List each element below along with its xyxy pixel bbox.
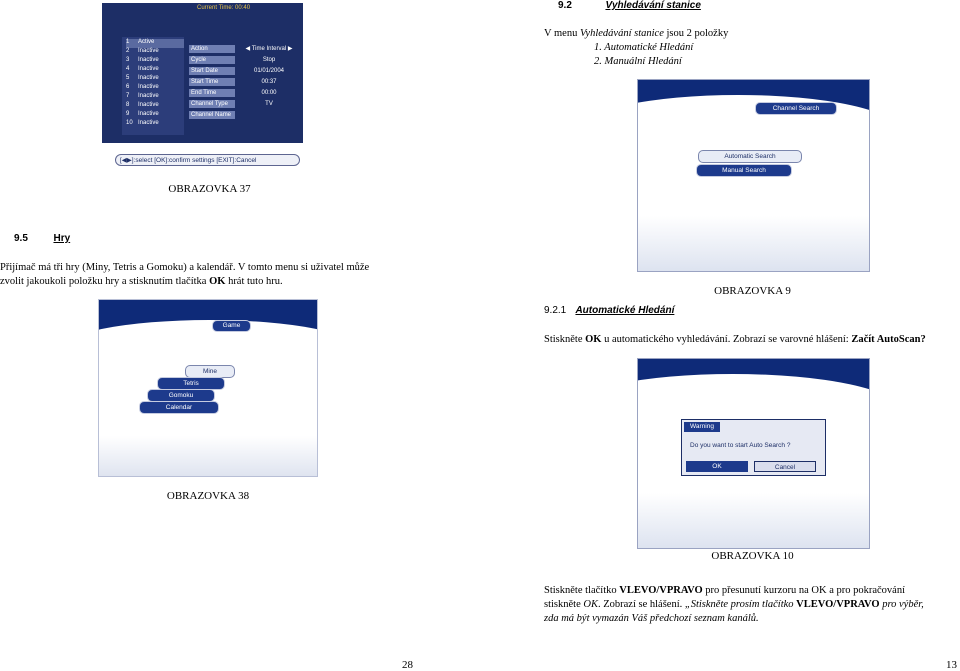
menu-item-calendar[interactable]: Calendar (139, 401, 219, 414)
timer-row: 5 Inactive (126, 75, 159, 81)
timer-row: 7 Inactive (126, 93, 159, 99)
caption-10: OBRAZOVKA 10 (711, 550, 794, 562)
game-screen-image (98, 299, 318, 477)
field-label: Action (189, 45, 235, 53)
caption-37: OBRAZOVKA 37 (168, 183, 251, 195)
warning-question: Do you want to start Auto Search ? (690, 442, 791, 449)
timer-row: 6 Inactive (126, 84, 159, 90)
paragraph-1: Stiskněte OK u automatického vyhledávání. Zobrazí se varovné hlášení: Začít AutoScan? (544, 334, 926, 345)
section-intro (544, 27, 924, 69)
timer-row: 10 Inactive (126, 120, 159, 126)
channel-search-title: Channel Search (755, 102, 837, 115)
timer-list (122, 37, 184, 135)
section-title: Vyhledávání stanice (605, 0, 701, 11)
field-label: Start Time (189, 78, 235, 86)
automatic-search-item[interactable]: Automatic Search (698, 150, 802, 163)
paragraph-2 (544, 584, 956, 626)
field-value: TV (265, 101, 273, 107)
page-number: 13 (946, 659, 957, 671)
page-number: 28 (402, 659, 413, 671)
timer-row: 9 Inactive (126, 111, 159, 117)
section-body (0, 261, 410, 289)
help-bar: [◀▶]:select [OK]:confirm settings [EXIT]:Cancel (115, 154, 300, 166)
field-label: End Time (189, 89, 235, 97)
channel-search-screen-image (637, 79, 870, 272)
menu-item-gomoku[interactable]: Gomoku (147, 389, 215, 402)
list-item: 1. Automatické Hledání (594, 42, 694, 53)
ok-button[interactable]: OK (686, 461, 748, 472)
subsection-title: Automatické Hledání (575, 305, 675, 316)
caption-38: OBRAZOVKA 38 (166, 490, 250, 502)
caption-9: OBRAZOVKA 9 (714, 285, 791, 297)
timer-screen-image (102, 3, 303, 143)
timer-row: 8 Inactive (126, 102, 159, 108)
para-line: Stiskněte tlačítko VLEVO/VPRAVO pro přesunutí kurzoru na OK a pro pokračování (544, 585, 906, 596)
field-value: ◀ Time Interval ▶ (245, 46, 293, 52)
field-value (238, 111, 300, 119)
field-label: Start Date (189, 67, 235, 75)
current-time-header: Current Time: 00:40 (197, 5, 251, 11)
section-number: 9.2 (558, 0, 572, 11)
field-label: Channel Type (189, 100, 235, 108)
cancel-button[interactable]: Cancel (754, 461, 816, 472)
field-value: 00:37 (261, 79, 277, 85)
menu-item-mine[interactable]: Mine (185, 365, 235, 378)
field-label: Cycle (189, 56, 235, 64)
warning-dialog (681, 419, 826, 476)
timer-row: 1 Active (126, 39, 184, 48)
body-line: Přijímač má tři hry (Miny, Tetris a Gomoku) a kalendář. V tomto menu si uživatel může (0, 262, 370, 273)
list-item: 2. Manuální Hledání (594, 56, 682, 67)
timer-row: 4 Inactive (126, 66, 159, 72)
subsection-number: 9.2.1 (544, 305, 567, 316)
field-value: Stop (262, 57, 276, 63)
field-label: Channel Name (189, 111, 235, 119)
section-number: 9.5 (14, 233, 28, 244)
intro-line: V menu Vyhledávání stanice jsou 2 položky (544, 28, 729, 39)
field-value: 01/01/2004 (253, 68, 285, 74)
manual-search-item[interactable]: Manual Search (696, 164, 792, 177)
game-title: Game (212, 320, 251, 332)
timer-row: 2 Inactive (126, 48, 159, 54)
warning-screen-image (637, 358, 870, 549)
field-value: 00:00 (261, 90, 277, 96)
para-line: stiskněte OK. Zobrazí se hlášení. „Stiskněte prosím tlačítko VLEVO/VPRAVO pro výběr, (544, 599, 924, 610)
section-heading (14, 233, 70, 244)
section-title: Hry (53, 233, 71, 244)
timer-row: 3 Inactive (126, 57, 159, 63)
subsection-heading (544, 305, 674, 316)
warning-title: Warning (684, 422, 720, 432)
para-line: zda má být vymazán Váš předchozí seznam kanálů. (544, 613, 759, 624)
body-line: zvolit jakoukoli položku hry a stisknutím tlačítka OK hrát tuto hru. (0, 276, 283, 287)
menu-item-tetris[interactable]: Tetris (157, 377, 225, 390)
section-heading (558, 0, 701, 11)
